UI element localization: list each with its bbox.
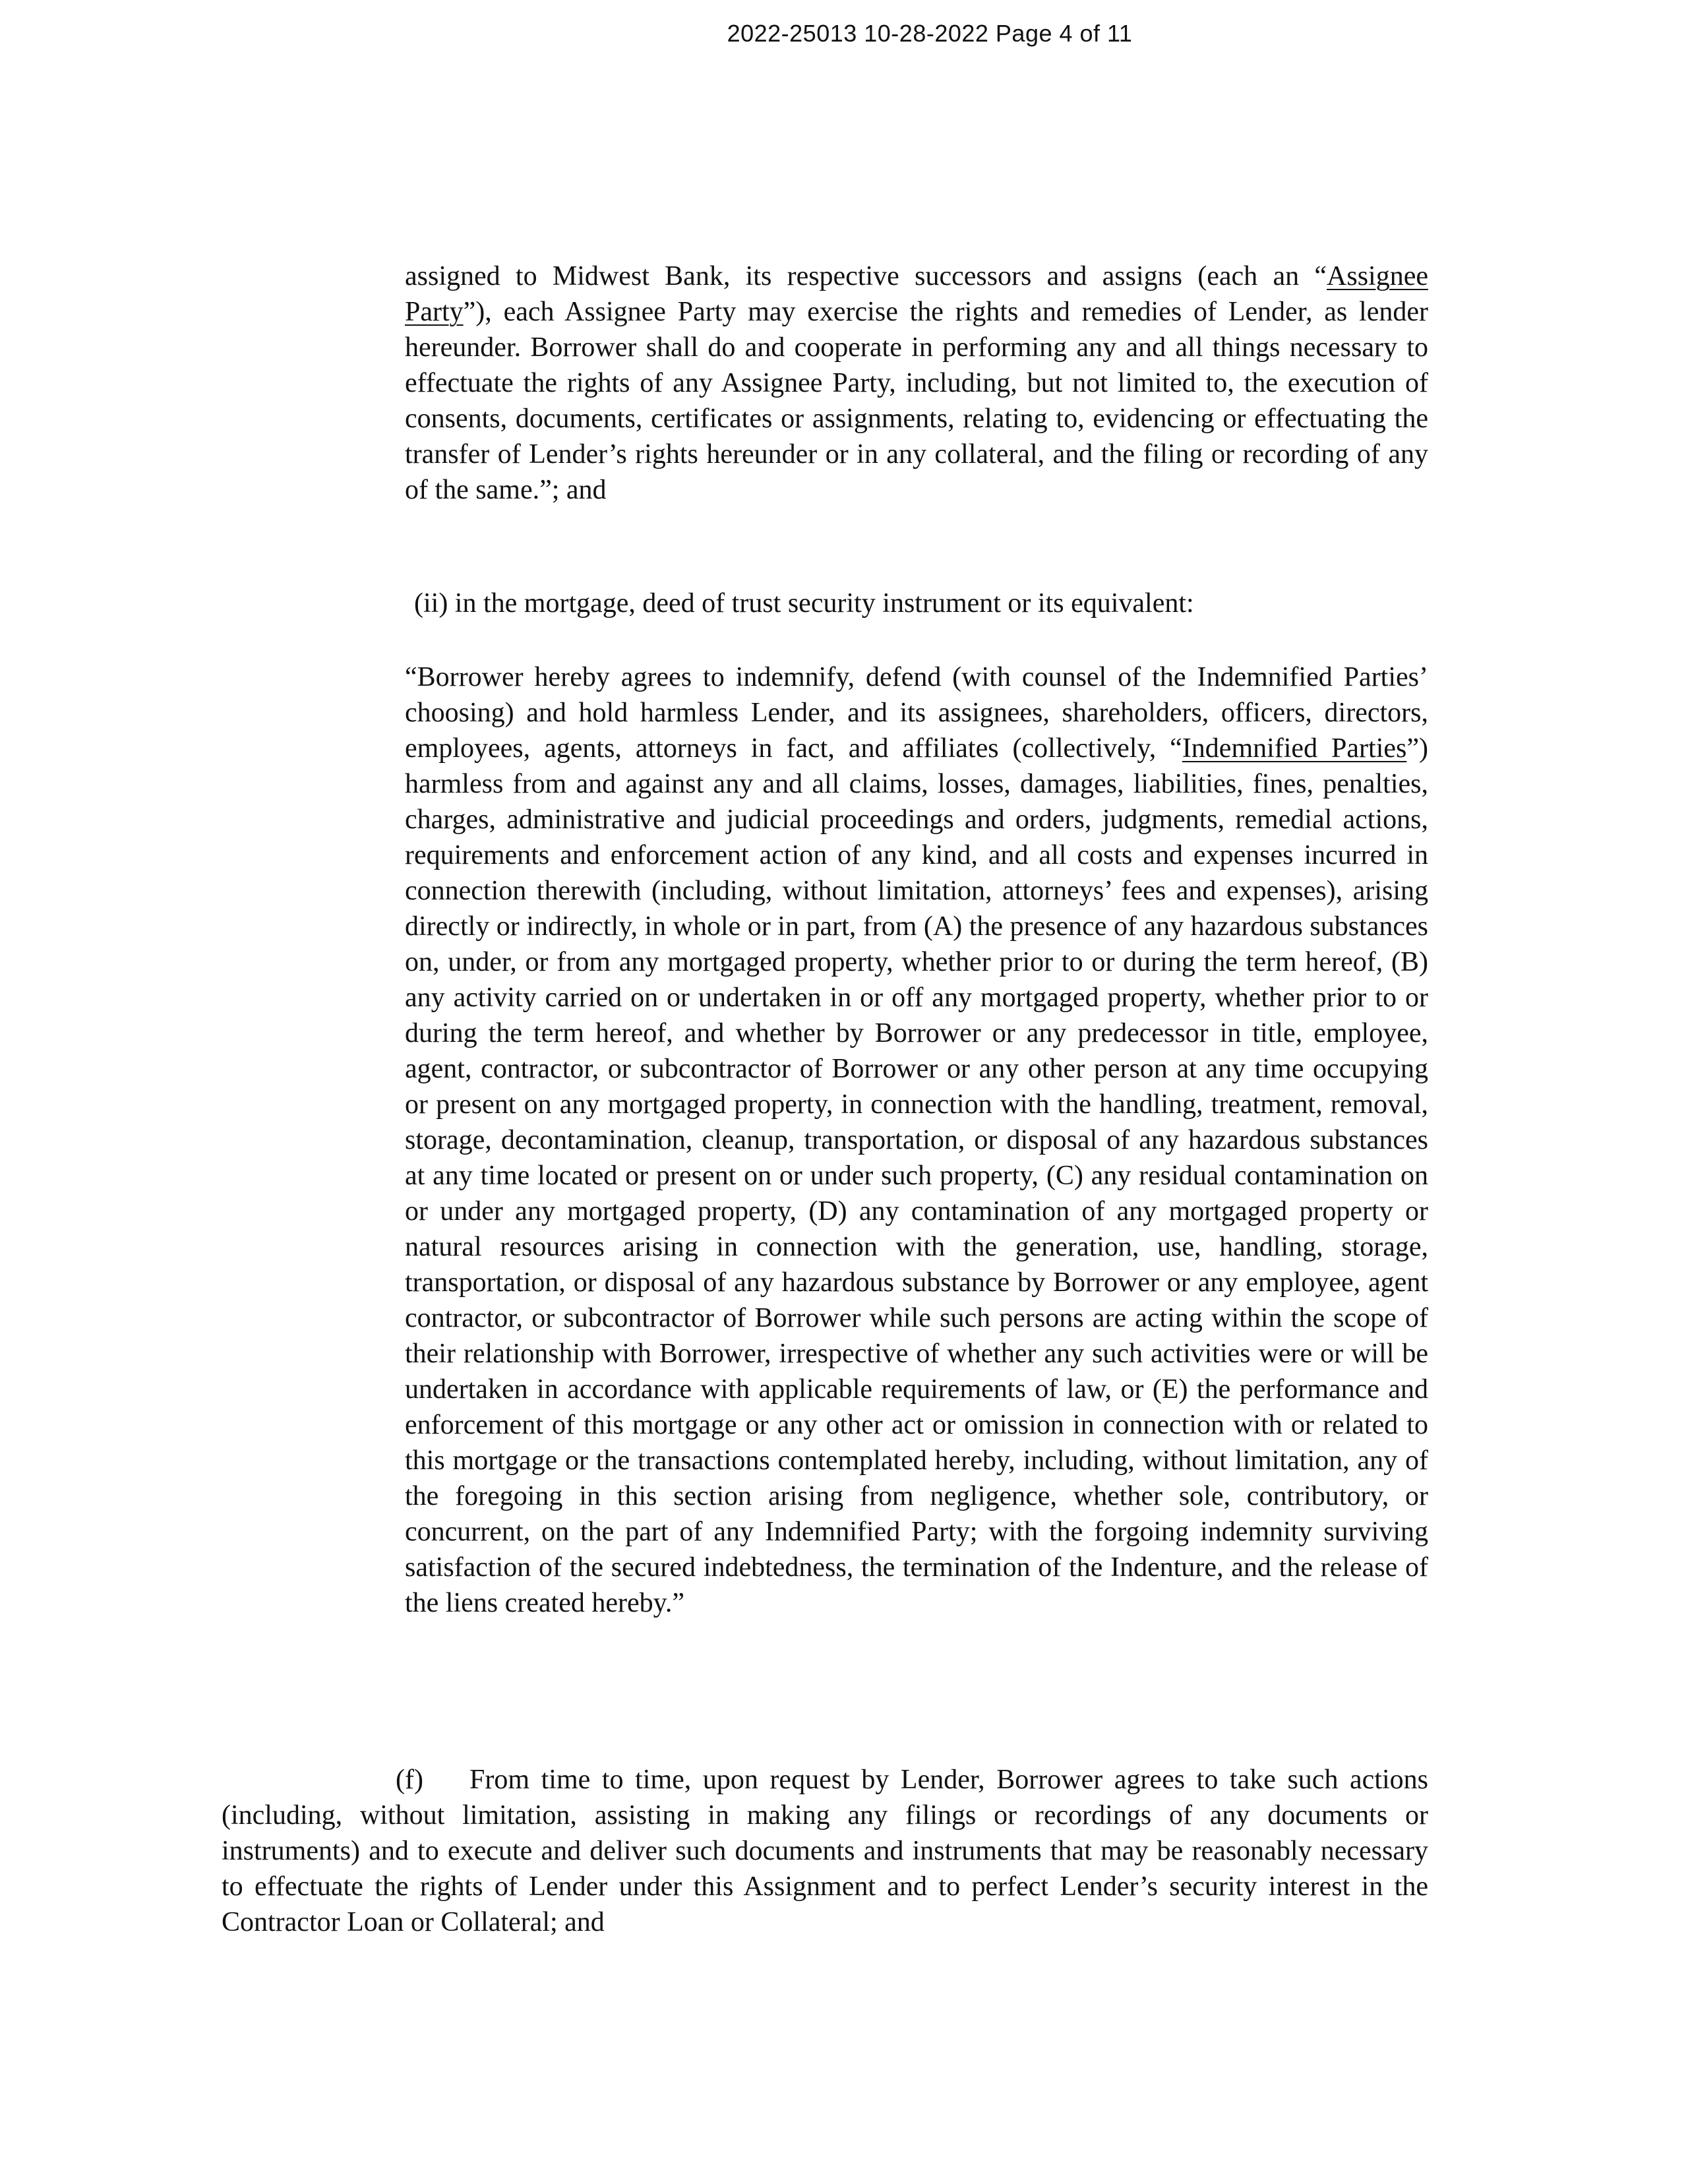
paragraph-text-rest: ”), each Assignee Party may exercise the rights and remedies of Lender, as lender hereunder. Borrower shall do and cooperate in performing any and all things necessary to effectuate the rights of any Assignee Party, including, but not limited to, the execution of consents, documents, certificates or assignments, relating to, evidencing or effectuating the transfer of Lender’s rights hereunder or in any collateral, and the filing or recording of any of the same.”; and — [405, 297, 1428, 505]
defined-term-assignee-party: Assignee Party — [405, 261, 1428, 327]
paragraph-text — [405, 659, 1428, 1621]
paragraph-text — [405, 258, 1428, 508]
defined-term-indemnified-parties: Indemnified Parties — [1182, 733, 1407, 764]
mortgage-clause-heading — [414, 586, 1437, 621]
recording-stamp: 2022-25013 10-28-2022 Page 4 of 11 — [727, 20, 1133, 47]
paragraph-text-lead: assigned to Midwest Bank, its respective successors and assigns (each an “ — [405, 261, 1327, 291]
section-f-paragraph — [222, 1762, 1428, 1940]
heading-text: (ii) in the mortgage, deed of trust security instrument or its equivalent: — [414, 588, 1194, 619]
indemnity-paragraph — [405, 659, 1428, 1621]
paragraph-text-rest: ”) harmless from and against any and all claims, losses, damages, liabilities, fines, penalties, charges, administrative and judicial proceedings and orders, judgments, remedial actions, requirements and enforcement action of any kind, and all costs and expenses incurred in connection therewith (including, without limitation, attorneys’ fees and expenses), arising directly or indirectly, in whole or in part, from (A) the presence of any hazardous substances on, under, or from any mortgaged property, whether prior to or during the term hereof, (B) any activity carried on or undertaken in or off any mortgaged property, whether prior to or during the term hereof, and whether by Borrower or any predecessor in title, employee, agent, contractor, or subcontractor of Borrower or any other person at any time occupying or present on any mortgaged property, in connection with the handling, treatment, removal, storage, decontamination, cleanup, transportation, or disposal of any hazardous substances at any time located or present on or under such property, (C) any residual contamination on or under any mortgaged property, (D) any contamination of any mortgaged property or natural resources arising in connection with the generation, use, handling, storage, transportation, or disposal of any hazardous substance by Borrower or any employee, agent contractor, or subcontractor of Borrower while such persons are acting within the scope of their relationship with Borrower, irrespective of whether any such activities were or will be undertaken in accordance with applicable requirements of law, or (E) the performance and enforcement of this mortgage or any other act or omission in connection with or related to this mortgage or the transactions contemplated hereby, including, without limitation, any of the foregoing in this section arising from negligence, whether sole, contributory, or concurrent, on the part of any Indemnified Party; with the forgoing indemnity surviving satisfaction of the secured indebtedness, the termination of the Indenture, and the release of the liens created hereby.” — [405, 733, 1428, 1618]
section-f-body: From time to time, upon request by Lender, Borrower agrees to take such actions (including, without limitation, assisting in making any filings or recordings of any documents or instruments) and to execute and deliver such documents and instruments that may be reasonably necessary to effectuate the rights of Lender under this Assignment and to perfect Lender’s security interest in the Contractor Loan or Collateral; and — [222, 1765, 1428, 1937]
paragraph-text — [222, 1762, 1428, 1940]
paragraph-text-lead: “Borrower hereby agrees to indemnify, defend (with counsel of the Indemnified Parties’ choosing) and hold harmless Lender, and its assignees, shareholders, officers, directors, employees, agents, attorneys in fact, and affiliates (collectively, “ — [405, 662, 1428, 764]
assignee-party-paragraph — [405, 258, 1428, 508]
section-label: (f) — [396, 1765, 423, 1795]
